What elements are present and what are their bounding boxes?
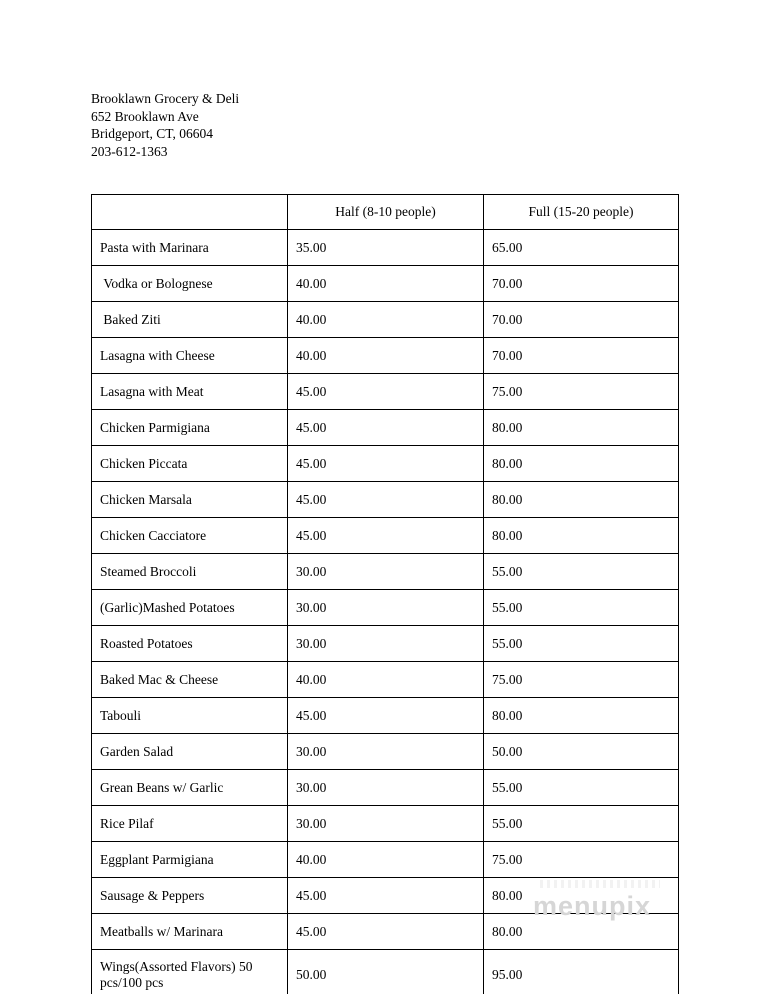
- half-price: 40.00: [288, 266, 484, 302]
- half-price: 45.00: [288, 878, 484, 914]
- full-price: 50.00: [484, 734, 679, 770]
- table-row: [92, 806, 679, 842]
- half-price: 50.00: [288, 950, 484, 994]
- table-row: [92, 230, 679, 266]
- menu-item-name: Wings(Assorted Flavors) 50 pcs/100 pcs: [92, 950, 288, 994]
- full-price: 75.00: [484, 374, 679, 410]
- table-row: [92, 626, 679, 662]
- column-header-full: Full (15-20 people): [484, 195, 679, 230]
- menu-item-name: Eggplant Parmigiana: [92, 842, 288, 878]
- menu-item-name: Chicken Cacciatore: [92, 518, 288, 554]
- menu-item-name: Tabouli: [92, 698, 288, 734]
- table-row: [92, 482, 679, 518]
- table-row: [92, 410, 679, 446]
- full-price: 80.00: [484, 914, 679, 950]
- column-header-half: Half (8-10 people): [288, 195, 484, 230]
- table-row: [92, 266, 679, 302]
- menu-item-name: Chicken Marsala: [92, 482, 288, 518]
- half-price: 30.00: [288, 554, 484, 590]
- half-price: 30.00: [288, 806, 484, 842]
- full-price: 55.00: [484, 626, 679, 662]
- menu-item-name: Rice Pilaf: [92, 806, 288, 842]
- half-price: 45.00: [288, 374, 484, 410]
- table-row: [92, 698, 679, 734]
- full-price: 55.00: [484, 806, 679, 842]
- menu-item-name: Chicken Piccata: [92, 446, 288, 482]
- table-row: [92, 518, 679, 554]
- half-price: 45.00: [288, 698, 484, 734]
- menu-item-name: Pasta with Marinara: [92, 230, 288, 266]
- full-price: 70.00: [484, 302, 679, 338]
- full-price: 70.00: [484, 266, 679, 302]
- business-name: Brooklawn Grocery & Deli: [91, 91, 240, 106]
- full-price: 75.00: [484, 662, 679, 698]
- half-price: 45.00: [288, 914, 484, 950]
- table-row: [92, 842, 679, 878]
- menupix-watermark: menupix: [533, 891, 652, 921]
- menu-item-name: Roasted Potatoes: [92, 626, 288, 662]
- half-price: 35.00: [288, 230, 484, 266]
- half-price: 45.00: [288, 446, 484, 482]
- half-price: 30.00: [288, 734, 484, 770]
- full-price: 65.00: [484, 230, 679, 266]
- table-row: [92, 338, 679, 374]
- menu-item-name: Lasagna with Meat: [92, 374, 288, 410]
- full-price: 95.00: [484, 950, 679, 994]
- column-header-item: [92, 195, 288, 230]
- full-price: 70.00: [484, 338, 679, 374]
- half-price: 45.00: [288, 518, 484, 554]
- menu-item-name: Sausage & Peppers: [92, 878, 288, 914]
- full-price: 80.00: [484, 698, 679, 734]
- half-price: 30.00: [288, 770, 484, 806]
- half-price: 30.00: [288, 626, 484, 662]
- table-row: [92, 770, 679, 806]
- full-price: 80.00: [484, 410, 679, 446]
- menu-item-name: Chicken Parmigiana: [92, 410, 288, 446]
- business-phone: 203-612-1363: [91, 143, 168, 159]
- menu-item-name: Vodka or Bolognese: [92, 266, 288, 302]
- menu-item-name: Grean Beans w/ Garlic: [92, 770, 288, 806]
- table-row: [92, 734, 679, 770]
- full-price: 75.00: [484, 842, 679, 878]
- business-address-line2: Bridgeport, CT, 06604: [91, 126, 213, 141]
- menu-item-name: (Garlic)Mashed Potatoes: [92, 590, 288, 626]
- table-row: [92, 662, 679, 698]
- full-price: 80.00: [484, 446, 679, 482]
- faint-watermark-artifact: [540, 880, 660, 888]
- menu-item-name: Garden Salad: [92, 734, 288, 770]
- half-price: 45.00: [288, 410, 484, 446]
- table-row: [92, 374, 679, 410]
- price-table: [91, 194, 679, 994]
- half-price: 40.00: [288, 842, 484, 878]
- table-header-row: [92, 195, 679, 230]
- menu-item-name: Steamed Broccoli: [92, 554, 288, 590]
- table-row: [92, 554, 679, 590]
- table-row: [92, 950, 679, 994]
- full-price: 80.00: [484, 482, 679, 518]
- table-row: [92, 446, 679, 482]
- business-address-line1: 652 Brooklawn Ave: [91, 108, 199, 124]
- menu-item-name: Baked Mac & Cheese: [92, 662, 288, 698]
- full-price: 55.00: [484, 554, 679, 590]
- menu-item-name: Lasagna with Cheese: [92, 338, 288, 374]
- half-price: 40.00: [288, 338, 484, 374]
- table-row: [92, 590, 679, 626]
- full-price: 55.00: [484, 590, 679, 626]
- half-price: 40.00: [288, 302, 484, 338]
- menu-item-name: Baked Ziti: [92, 302, 288, 338]
- menu-item-name: Meatballs w/ Marinara: [92, 914, 288, 950]
- full-price: 80.00: [484, 518, 679, 554]
- half-price: 30.00: [288, 590, 484, 626]
- half-price: 45.00: [288, 482, 484, 518]
- business-header: [91, 90, 239, 160]
- full-price: 80.00: [484, 878, 679, 914]
- table-row: [92, 302, 679, 338]
- full-price: 55.00: [484, 770, 679, 806]
- half-price: 40.00: [288, 662, 484, 698]
